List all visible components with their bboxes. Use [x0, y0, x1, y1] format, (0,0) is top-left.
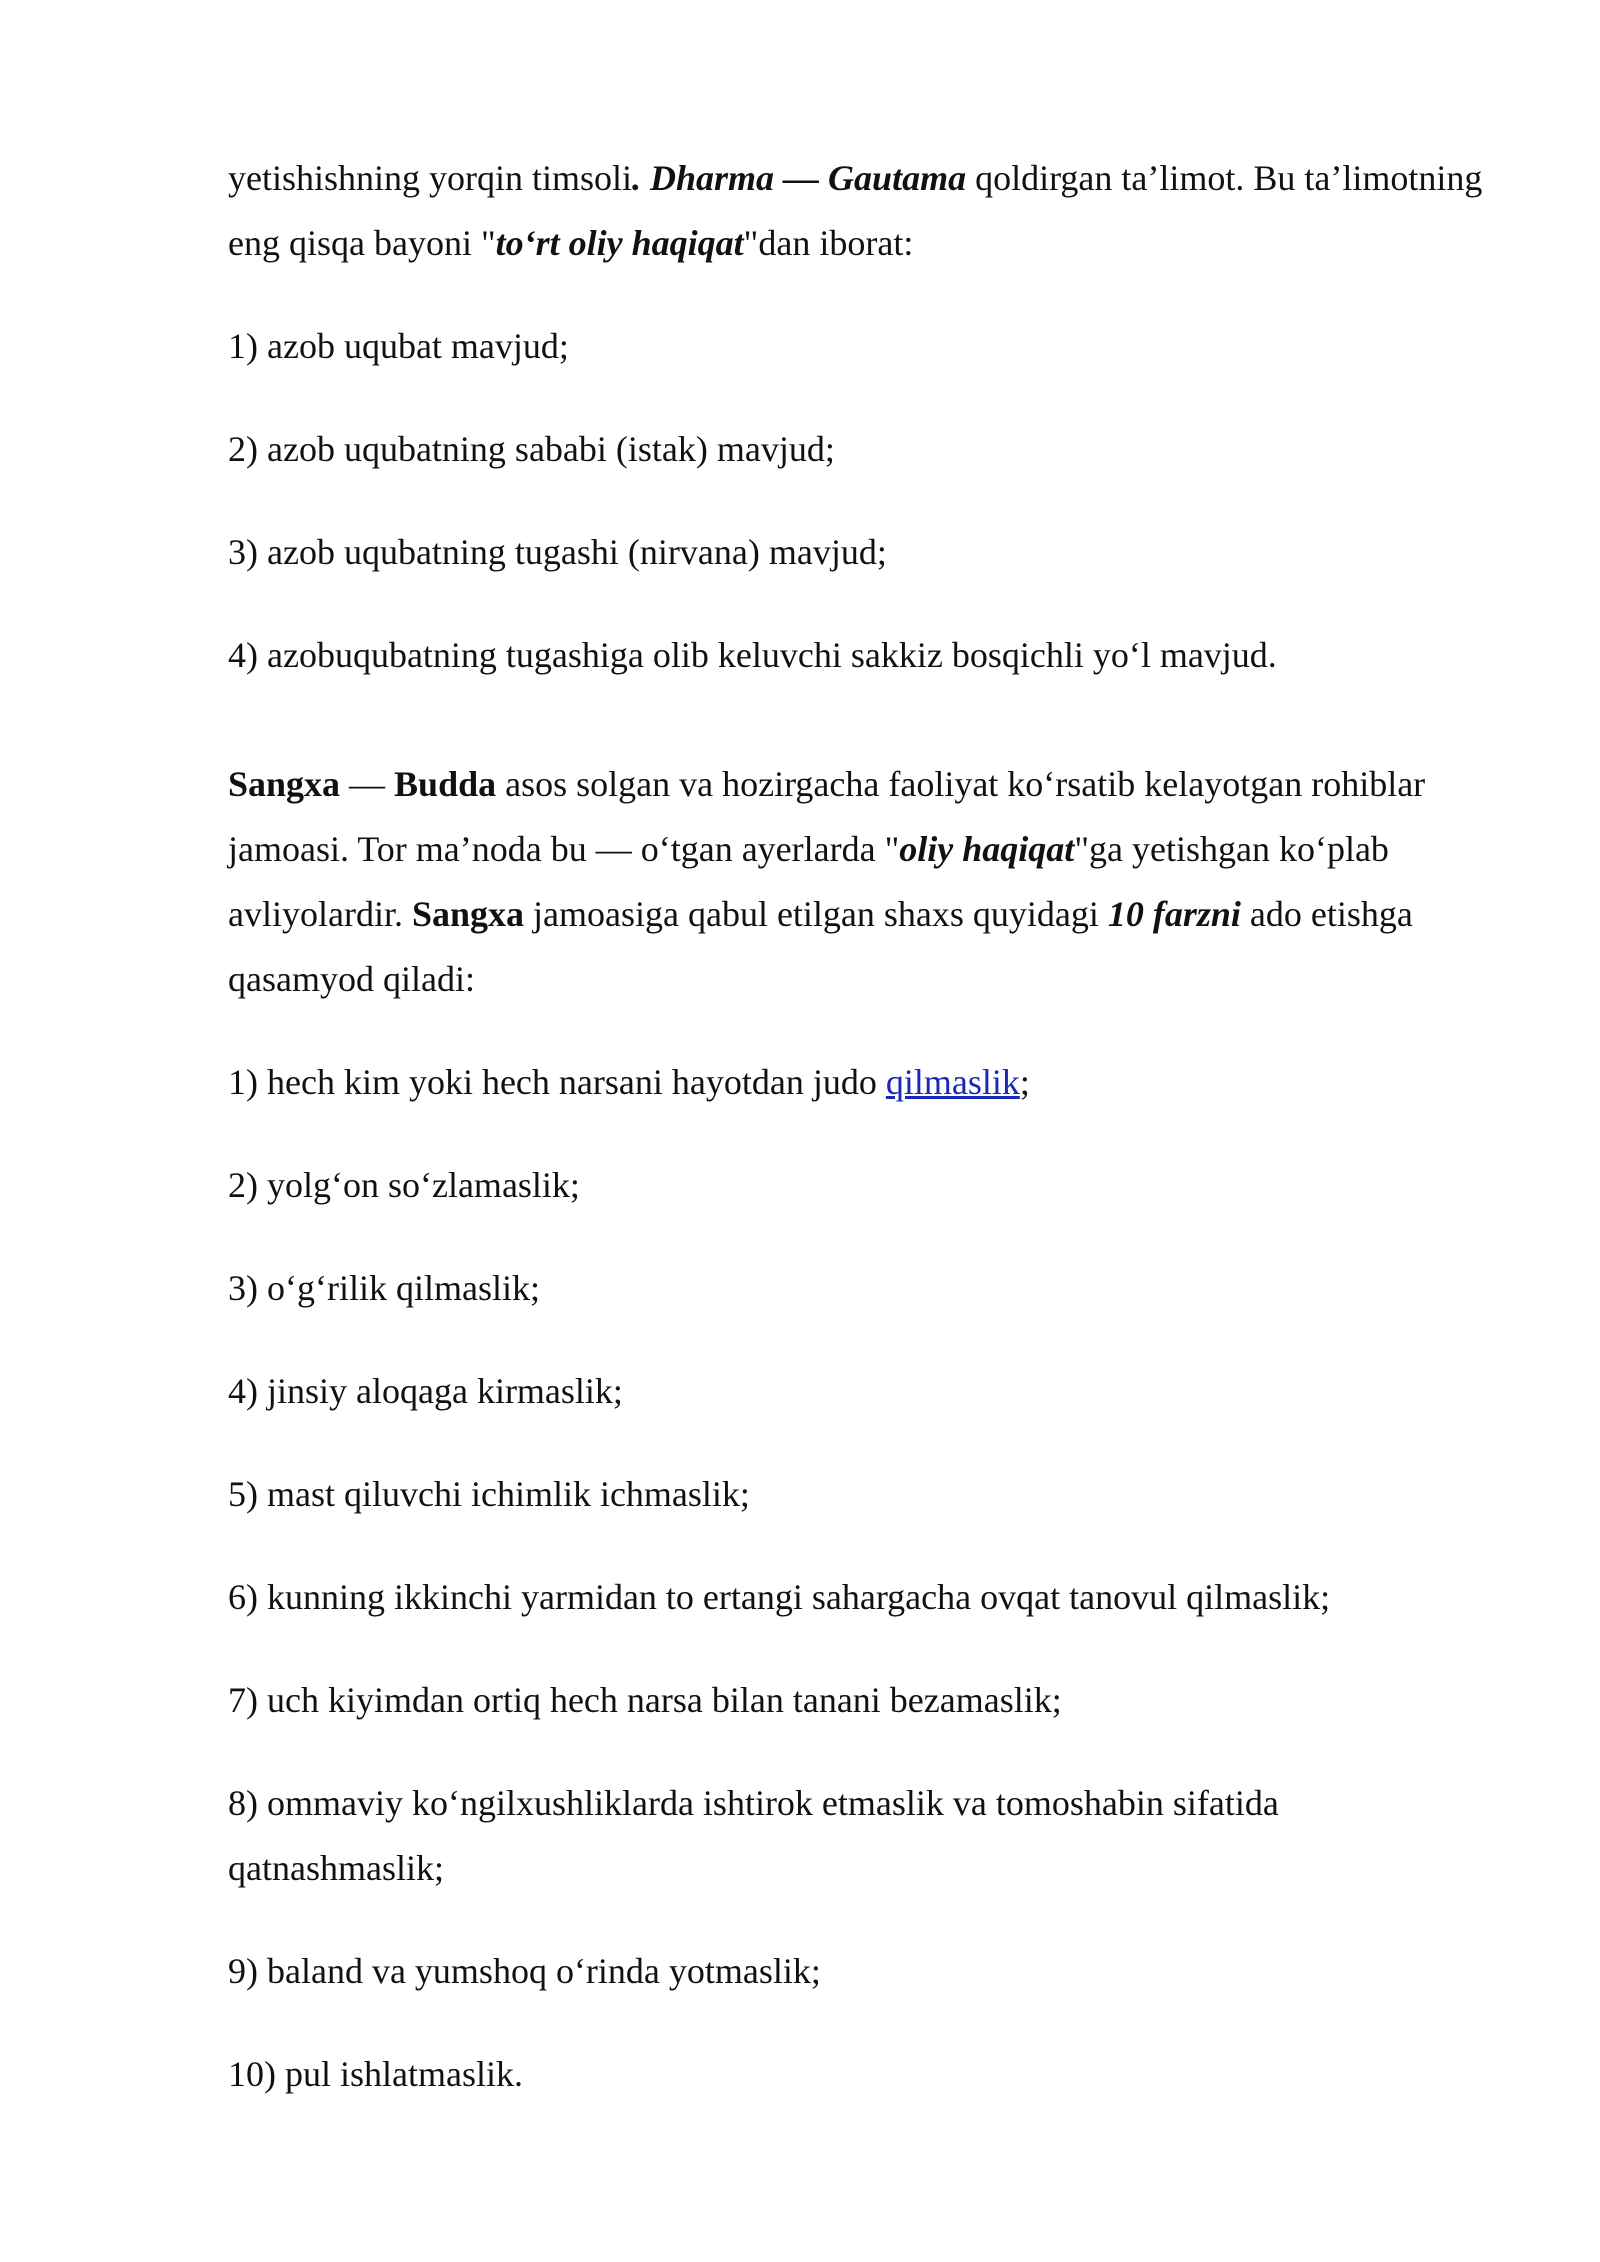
ten-farz-term: 10 farzni [1107, 894, 1241, 934]
qilmaslik-link[interactable]: qilmaslik [885, 1062, 1020, 1102]
intro-text-2: qoldirgan ta’limot. Bu ta’limotning eng qisqa bayoni " [228, 158, 1483, 263]
sangxa-term-1: Sangxa [228, 764, 341, 804]
truth-item-1: 1) azob uqubat mavjud; [228, 326, 569, 366]
truth-item-4: 4) azobuqubatning tugashiga olib keluvchi sakkiz bosqichli yo‘l mavjud. [228, 635, 1277, 675]
vow-1-suffix: ; [1019, 1062, 1030, 1102]
sangxa-text-4: jamoasiga qabul etilgan shaxs quyidagi [524, 894, 1108, 934]
vow-1-prefix: 1) hech kim yoki hech narsani hayotdan judo [228, 1062, 886, 1102]
vow-item-3: 3) o‘g‘rilik qilmaslik; [228, 1268, 540, 1308]
sangxa-text-5: ado etishga qasamyod qiladi: [228, 894, 1413, 999]
truth-item-3: 3) azob uqubatning tugashi (nirvana) mavjud; [228, 532, 887, 572]
intro-four-truths: to‘rt oliy haqiqat [495, 223, 744, 263]
vow-item-4: 4) jinsiy aloqaga kirmaslik; [228, 1371, 623, 1411]
intro-text-1: yetishishning yorqin timsoli [228, 158, 633, 198]
budda-term: Budda [394, 764, 497, 804]
vow-item-6: 6) kunning ikkinchi yarmidan to ertangi sahargacha ovqat tanovul qilmaslik; [228, 1577, 1331, 1617]
vow-item-10: 10) pul ishlatmaslik. [228, 2054, 523, 2094]
intro-dharma-gautama: . Dharma — Gautama [632, 158, 967, 198]
truth-item-2: 2) azob uqubatning sababi (istak) mavjud; [228, 429, 835, 469]
oliy-haqiqat-term: oliy haqiqat [899, 829, 1075, 869]
intro-paragraph [228, 146, 1488, 276]
sangxa-text-3: "ga yetishgan ko‘plab avliyolardir. [228, 829, 1389, 934]
vow-item-8: 8) ommaviy ko‘ngilxushliklarda ishtirok etmaslik va tomoshabin sifatida qatnashmaslik; [228, 1783, 1279, 1888]
vow-item-7: 7) uch kiyimdan ortiq hech narsa bilan tanani bezamaslik; [228, 1680, 1062, 1720]
sangxa-term-2: Sangxa [411, 894, 525, 934]
vow-item-1 [228, 1050, 1488, 1115]
vow-item-9: 9) baland va yumshoq o‘rinda yotmaslik; [228, 1951, 821, 1991]
sangxa-paragraph [228, 752, 1488, 1012]
vow-item-2: 2) yolg‘on so‘zlamaslik; [228, 1165, 580, 1205]
intro-text-3: "dan iborat: [743, 223, 914, 263]
sangxa-text-1: — [340, 764, 395, 804]
sangxa-text-2: asos solgan va hozirgacha faoliyat ko‘rsatib kelayotgan rohiblar jamoasi. Tor ma’noda bu — o‘tgan ayerlarda " [228, 764, 1426, 869]
document-page [228, 146, 1488, 2145]
vow-item-5: 5) mast qiluvchi ichimlik ichmaslik; [228, 1474, 750, 1514]
